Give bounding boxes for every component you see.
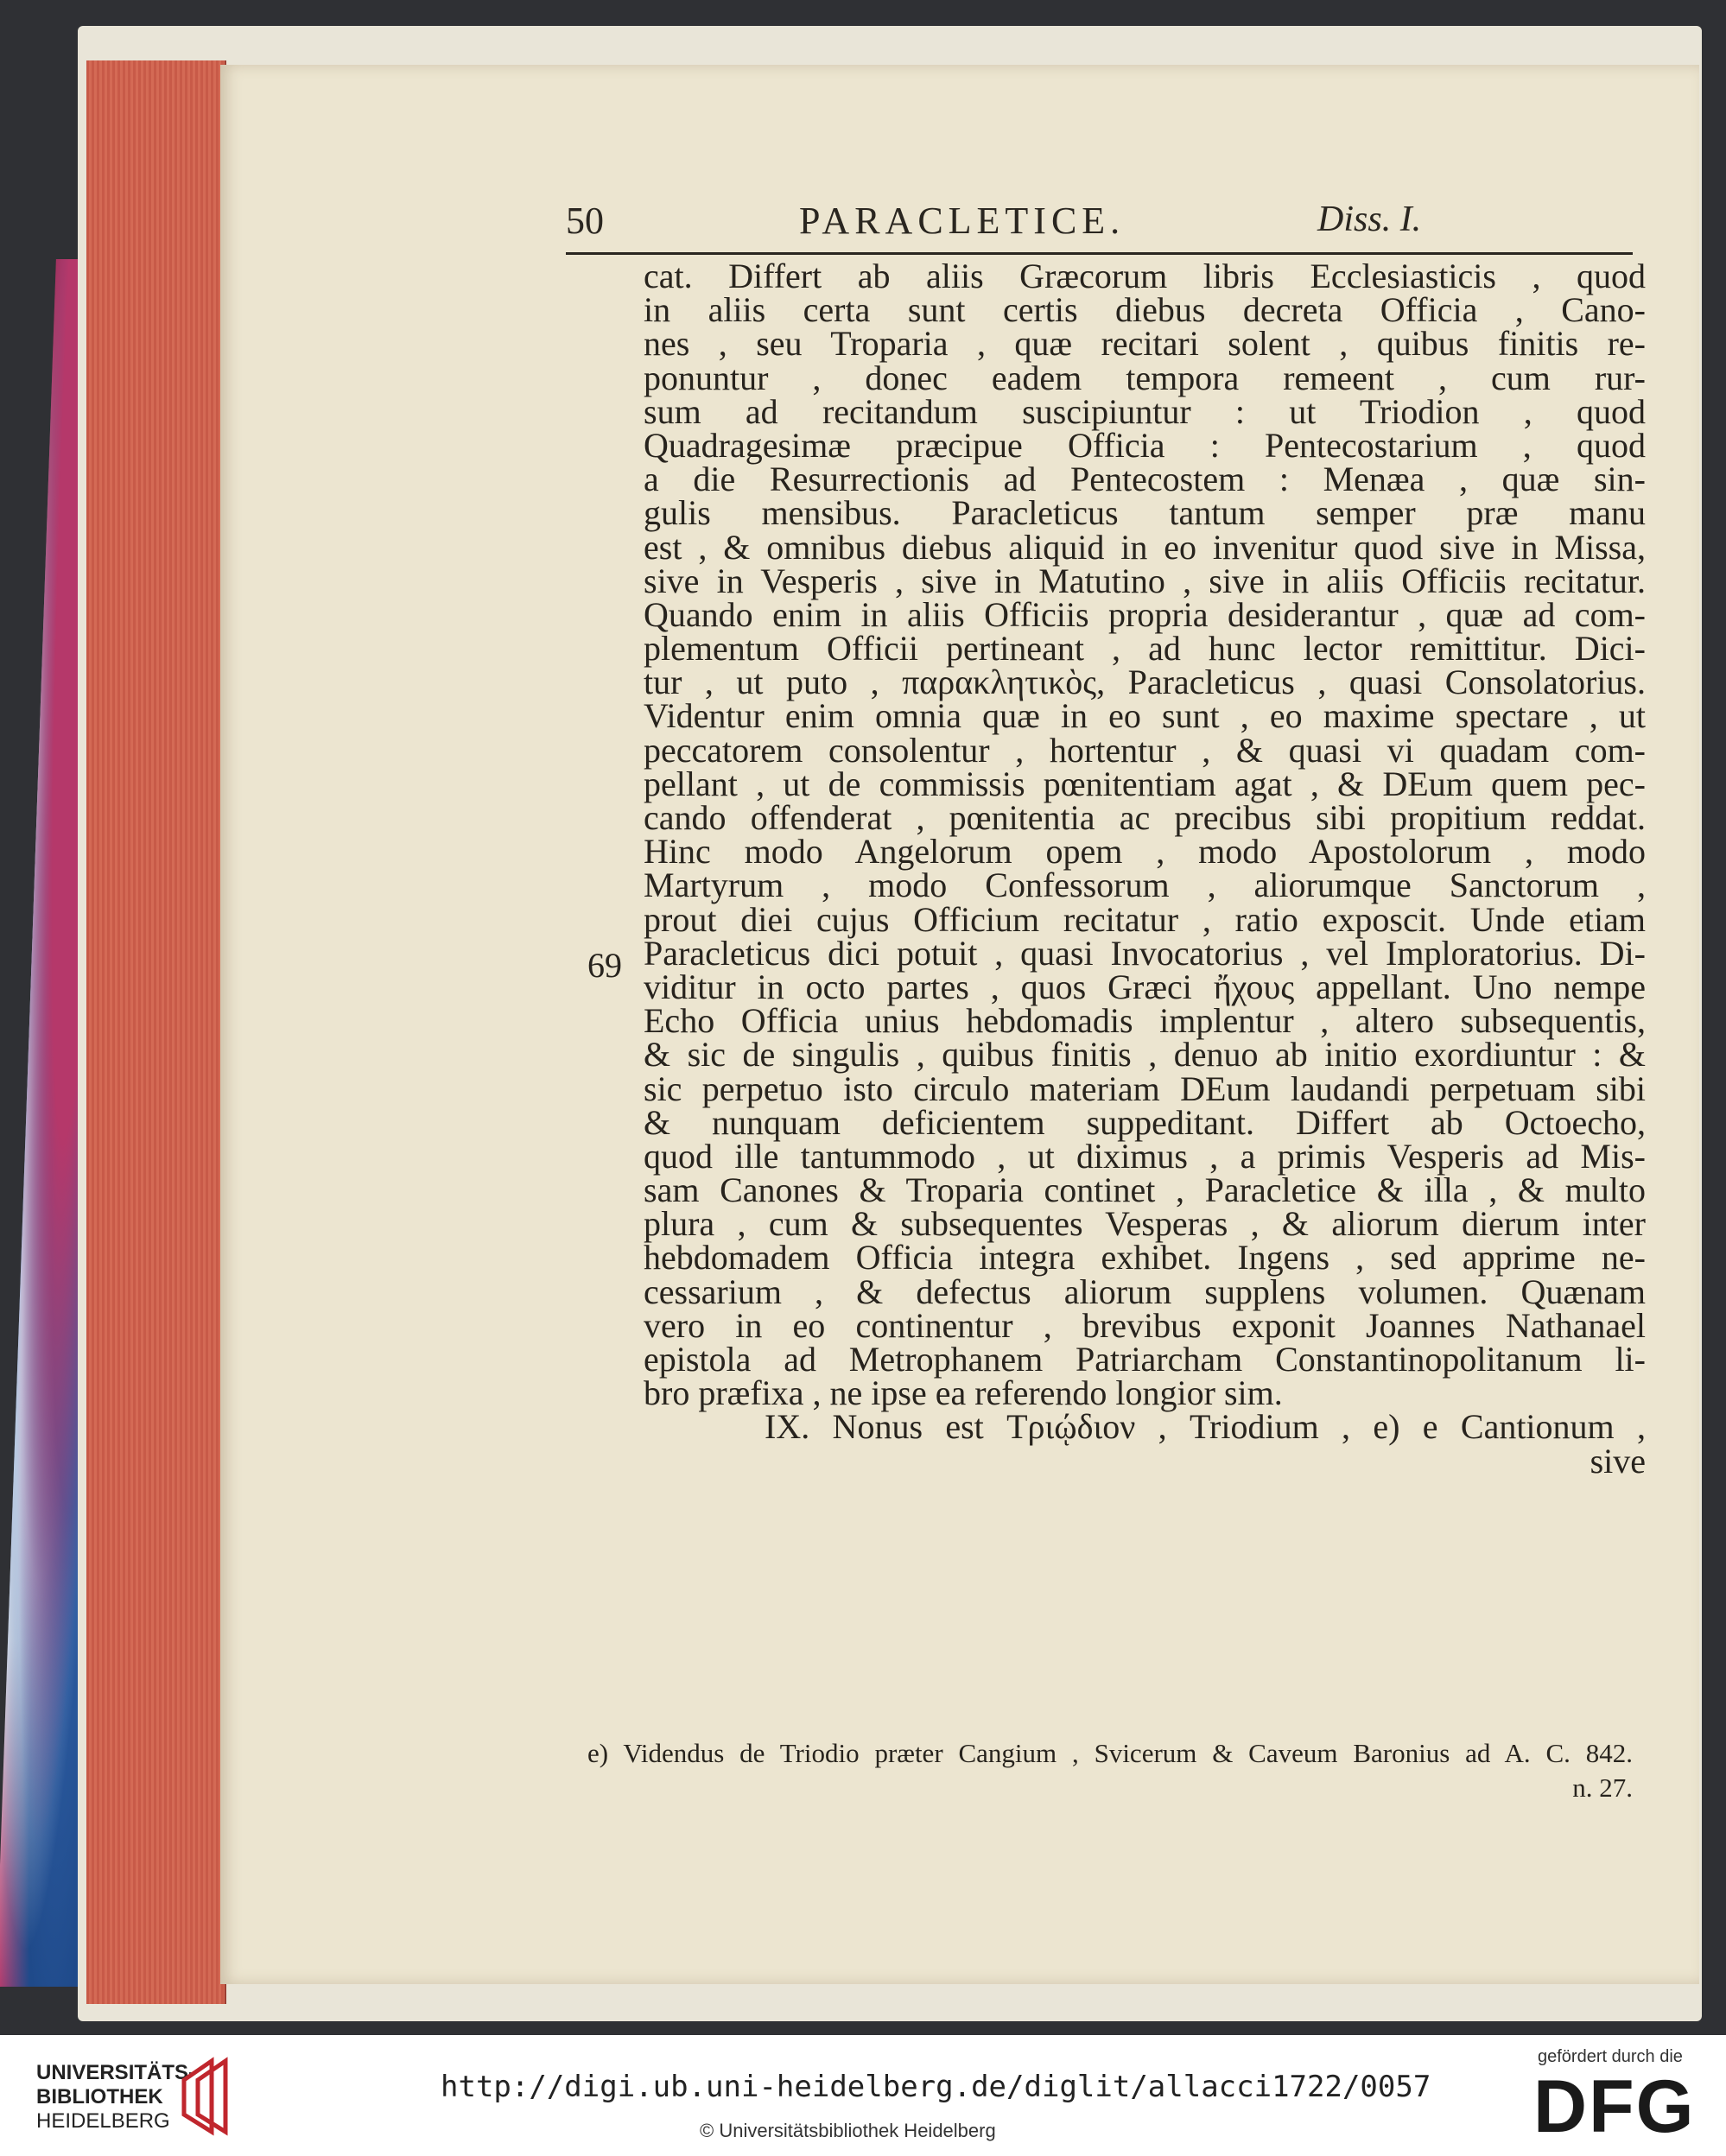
library-name-line: UNIVERSITÄTS- [36, 2061, 196, 2084]
text-line: ponuntur , donec eadem tempora remeent , cum rur- [644, 358, 1646, 397]
text-line: quod ille tantummodo , ut diximus , a primis Vesperis ad Mis- [644, 1136, 1646, 1176]
text-line: Echo Officia unius hebdomadis implentur , altero subsequentis, [644, 1001, 1646, 1041]
text-line: est , & omnibus diebus aliquid in eo invenitur quod sive in Missa, [644, 527, 1646, 567]
text-line: Quando enim in aliis Officiis propria desiderantur , quæ ad com- [644, 594, 1646, 634]
footnote-line-2: n. 27. [1572, 1772, 1633, 1803]
text-line: Videntur enim omnia quæ in eo sunt , eo maxime spectare , ut [644, 696, 1646, 736]
text-line: a die Resurrectionis ad Pentecostem : Menæa , quæ sin- [644, 460, 1646, 499]
text-line: in aliis certa sunt certis diebus decreta Officia , Cano- [644, 290, 1646, 330]
text-line: pellant , ut de commissis pœnitentiam agat , & DEum quem pec- [644, 764, 1646, 803]
text-line: cessarium , & defectus aliorum supplens volumen. Quænam [644, 1271, 1646, 1311]
header-rule [566, 252, 1633, 255]
page-number: 50 [566, 200, 604, 242]
text-line: prout diei cujus Officium recitatur , ratio exposcit. Unde etiam [644, 899, 1646, 939]
text-line: hebdomadem Officia integra exhibet. Ingens , sed apprime ne- [644, 1238, 1646, 1278]
body-text [644, 257, 1646, 1481]
text-line: nes , seu Troparia , quæ recitari solent , quibus finitis re- [644, 324, 1646, 364]
library-logo-text[interactable] [36, 2061, 195, 2134]
footer-bar [0, 2035, 1726, 2156]
page-edges [86, 60, 226, 2004]
marginal-number: 69 [587, 946, 622, 985]
library-name-line: BIBLIOTHEK [36, 2085, 163, 2108]
text-line: tur , ut puto , παρακλητικὸς, Paracleticus , quasi Consolatorius. [644, 663, 1646, 702]
text-line: Hinc modo Angelorum opem , modo Apostolorum , modo [644, 832, 1646, 872]
text-line: epistola ad Metrophanem Patriarcham Constantinopolitanum li- [644, 1340, 1646, 1379]
text-line: cat. Differt ab aliis Græcorum libris Ecclesiasticis , quod [644, 257, 1646, 295]
text-line: peccatorem consolentur , hortentur , & quasi vi quadam com- [644, 730, 1646, 770]
dfg-logo[interactable]: DFG [1533, 2065, 1696, 2148]
copyright-notice: © Universitätsbibliothek Heidelberg [700, 2120, 996, 2141]
text-line: IX. Nonus est Τριῴδιον , Triodium , e) e Cantionum , [765, 1407, 1646, 1447]
text-line: & nunquam deficientem suppeditant. Differt ab Octoecho, [644, 1102, 1646, 1142]
library-logo-icon [177, 2054, 238, 2140]
text-line: Quadragesimæ præcipue Officia : Pentecostarium , quod [644, 425, 1646, 465]
text-line: cando offenderat , pœnitentia ac precibus sibi propitium reddat. [644, 798, 1646, 837]
running-title: PARACLETICE. [799, 200, 1126, 242]
permalink-url[interactable]: http://digi.ub.uni-heidelberg.de/diglit/allacci1722/0057 [441, 2070, 1431, 2104]
footnote-line: e) Videndus de Triodio præter Cangium , Svicerum & Caveum Baronius ad A. C. 842. [587, 1738, 1633, 1768]
text-line: sam Canones & Troparia continet , Paracletice & illa , & multo [644, 1170, 1646, 1210]
text-line: Martyrum , modo Confessorum , aliorumque Sanctorum , [644, 866, 1646, 905]
text-line: plura , cum & subsequentes Vesperas , & aliorum dierum inter [644, 1204, 1646, 1244]
text-line: gulis mensibus. Paracleticus tantum semper præ manu [644, 493, 1646, 533]
text-line: sive in Vesperis , sive in Matutino , sive in aliis Officiis recitatur. [644, 561, 1646, 600]
text-line: viditur in octo partes , quos Græci ἤχους appellant. Uno nempe [644, 967, 1646, 1006]
text-line: sive [1590, 1441, 1646, 1481]
dissertation-label: Diss. I. [1317, 200, 1422, 239]
funded-by-label: gefördert durch die [1538, 2047, 1683, 2066]
text-line: bro præfixa , ne ipse ea referendo longior sim. [644, 1373, 1283, 1413]
library-name-line: HEIDELBERG [36, 2109, 170, 2133]
text-line: sum ad recitandum suscipiuntur : ut Triodion , quod [644, 391, 1646, 431]
text-line: vero in eo continentur , brevibus exponit Joannes Nathanael [644, 1305, 1646, 1345]
text-line: sic perpetuo isto circulo materiam DEum laudandi perpetuam sibi [644, 1068, 1646, 1108]
text-line: Paracleticus dici potuit , quasi Invocatorius , vel Imploratorius. Di- [644, 933, 1646, 973]
running-header [566, 199, 1633, 250]
text-line: & sic de singulis , quibus finitis , denuo ab initio exordiuntur : & [644, 1035, 1646, 1075]
text-line: plementum Officii pertineant , ad hunc lector remittitur. Dici- [644, 629, 1646, 669]
